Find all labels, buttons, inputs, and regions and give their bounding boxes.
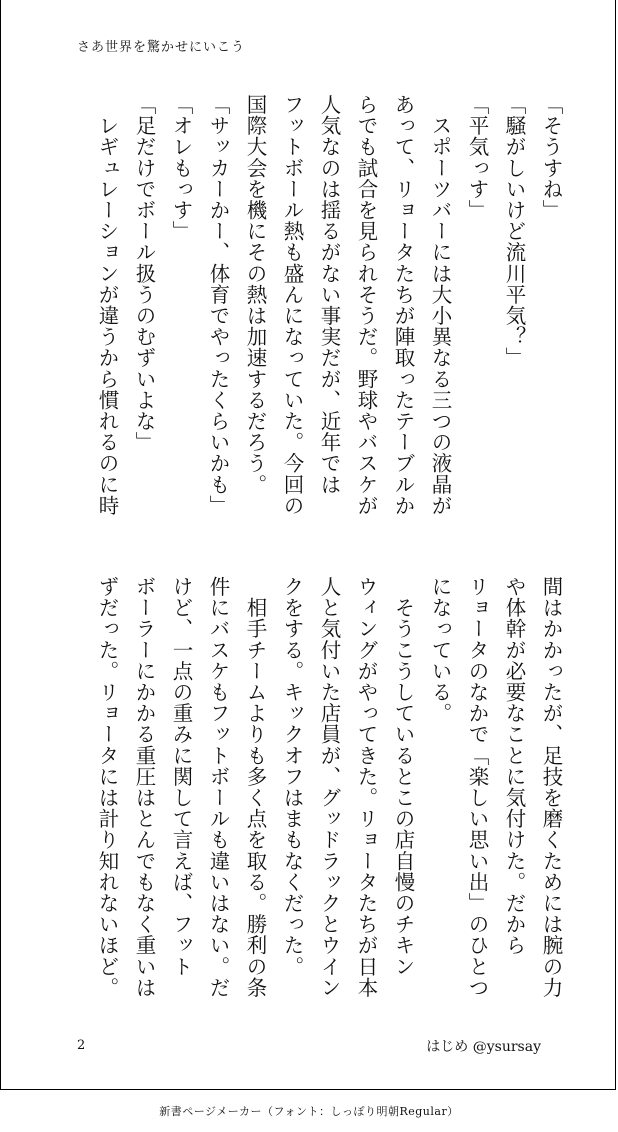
text-line: 相手チームよりも多く点を取る。勝利の条	[243, 576, 267, 998]
text-line: 「足だけでボール扱うのむずいよな」	[132, 94, 156, 453]
text-line: 人気なのは揺るがない事実だが、近年では	[317, 94, 341, 495]
text-line: になっている。	[428, 576, 452, 724]
text-line: スポーツバーには大小異なる三つの液晶が	[428, 94, 452, 516]
text-line: 件にバスケもフットボールも違いはない。だ	[206, 576, 230, 998]
text-line: リョータのなかで「楽しい思い出」のひとつ	[465, 576, 489, 998]
text-line: けど、一点の重みに関して言えば、フット	[169, 576, 193, 977]
upper-text-block	[88, 94, 569, 514]
text-line: あって、リョータたちが陣取ったテーブルか	[391, 94, 415, 516]
text-line: 「オレもっす」	[169, 94, 193, 242]
author-credit: はじめ @ysursay	[426, 1039, 541, 1055]
text-line: ウィングがやってきた。リョータたちが日本	[354, 576, 378, 998]
text-line: 「騒がしいけど流川平気？」	[502, 94, 526, 369]
text-line: 間はかかったが、足技を磨くためには腕の力	[539, 576, 563, 998]
running-title: さあ世界を驚かせにいこう	[77, 40, 246, 55]
lower-text-block	[88, 576, 569, 996]
text-line: ボーラーにかかる重圧はとんでもなく重いは	[132, 576, 156, 998]
text-line: そうこうしているとこの店自慢のチキン	[391, 576, 415, 977]
text-line: 国際大会を機にその熱は加速するだろう。	[243, 94, 267, 495]
text-line: 「サッカーかー、体育でやったくらいかも」	[206, 94, 230, 516]
generator-credit: 新書ページメーカー（フォント：しっぽり明朝Regular）	[159, 1105, 459, 1118]
text-line: 「そうすね」	[539, 94, 563, 221]
text-line: ずだった。リョータには計り知れないほど。	[95, 576, 119, 998]
text-line: らでも試合を見られそうだ。野球やバスケが	[354, 94, 378, 516]
text-line: や体幹が必要なことに気付けた。だから	[502, 576, 526, 956]
page-number: 2	[77, 1038, 86, 1053]
text-line: 「平気っす」	[465, 94, 489, 221]
text-line: レギュレーションが違うから慣れるのに時	[95, 94, 119, 516]
text-line: 人と気付いた店員が、グッドラックとウイン	[317, 576, 341, 998]
text-line: クをする。キックオフはまもなくだった。	[280, 576, 304, 977]
text-line: フットボール熱も盛んになっていた。今回の	[280, 94, 304, 516]
